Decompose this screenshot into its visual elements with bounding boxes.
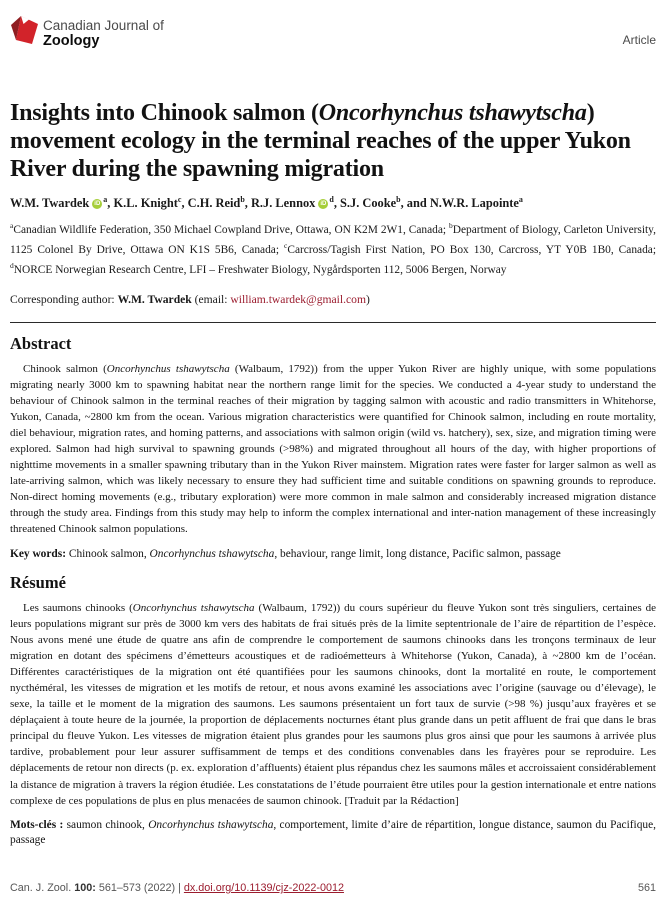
- motscles-pre: saumon chinook,: [63, 818, 149, 831]
- affiliation-text: Department of Biology, Carleton University, 1125 Colonel By Drive, Ottawa ON K1S 5B6, Canada;: [10, 223, 656, 256]
- journal-name-line2: Zoology: [43, 33, 100, 49]
- resume-text-pre: Les saumons chinooks (: [23, 601, 133, 614]
- author-affil-sup: a: [103, 195, 108, 204]
- orcid-icon[interactable]: iD: [94, 201, 101, 208]
- email-link[interactable]: william.twardek@gmail.com: [230, 292, 366, 306]
- article-type-label: Article: [622, 33, 656, 47]
- author-affil-sup: b: [396, 195, 401, 204]
- affiliations: [10, 218, 656, 277]
- affiliation-sup: d: [10, 260, 14, 270]
- resume-text-post: (Walbaum, 1792)) du cours supérieur du fleuve Yukon sont très singuliers, certaines de leurs populations migrant sur près de 3000 km vers des habitats de frai situés près de la limite septentrionale de l’aire de répartition de l’espèce. Nous avons mené une étude de quatre ans afin de comprendre le comportement de saumons chinooks dans les tronçons terminaux de leur migration en dotant des spécimens d’émetteurs acoustiques et de radioémetteurs à Whitehorse (Yukon, Canada), à ~2800 km de l’océan. Différentes caractéristiques de la migration ont été quantifiées pour les saumons chinooks, dont la mortalité en route, le comportement nycthéméral, les vitesses de migration et les motifs de retour, et nous avons examiné les associations avec l’origine (sauvage ou d’élevage), le sexe, la taille et le moment de la migration des saumons. Les saumons présentaient un fort taux de survie (>98 %) jusqu’aux frayères et se déplaçaient à toute heure de la journée, la proportion de déplacements nocturnes étant plus grande dans un petit affluent de frai que dans le bras principal du fleuve Yukon. Les vitesses de migration étaient plus grandes pour les saumons plus gros ainsi que pour les saumons à arrivée plus tardive, probablement pour leur assurer suffisamment de temps et des conditions convenables dans les frayères pour se reproduire. Les déplacements de retour non directs (p. ex. exploration d’affluents) étaient plus répandus chez les saumons mâles et accroissaient considérablement la distance de migration à travers la région étudiée. Les constatations de l’étude pourraient être utiles pour la gestion internationale et entre nations complexe de ces populations de plus en plus menacées de saumon chinook. [Traduit par la Rédaction]: [10, 601, 657, 807]
- keywords-species-italic: Oncorhynchus tshawytscha: [149, 547, 275, 560]
- keywords-label: Key words:: [10, 547, 66, 560]
- author-affil-sup: a: [518, 195, 523, 204]
- author-separator: ,: [107, 196, 114, 211]
- citation-mid: 561–573 (2022) |: [95, 882, 184, 894]
- citation-line: [10, 882, 344, 894]
- doi-link[interactable]: dx.doi.org/10.1139/cjz-2022-0012: [183, 882, 344, 894]
- author-name: N.W.R. Lapointe: [429, 196, 519, 211]
- motscles-species-italic: Oncorhynchus tshawytscha: [148, 818, 274, 831]
- corresponding-label: Corresponding author:: [10, 292, 118, 306]
- journal-brand: [10, 12, 164, 49]
- affiliation-text: Canadian Wildlife Federation, 350 Michael Cowpland Drive, Ottawa, ON K2M 2W1, Canada;: [13, 223, 449, 236]
- orcid-icon[interactable]: iD: [320, 201, 327, 208]
- author-affil-sup: c: [177, 195, 182, 204]
- maple-leaf-logo-icon: [10, 13, 40, 49]
- abstract-paragraph: [10, 361, 656, 538]
- author-separator: ,: [333, 196, 341, 211]
- journal-header: [10, 12, 656, 49]
- author-name: S.J. Cooke: [340, 196, 397, 211]
- affiliation-text: NORCE Norwegian Research Centre, LFI – Freshwater Biology, Nygårdsporten 112, 5006 Bergen, Norway: [13, 263, 507, 276]
- author-affil-sup: d: [329, 195, 334, 204]
- affiliation-text: Carcross/Tagish First Nation, PO Box 130, Carcross, YT Y0B 1B0, Canada;: [287, 243, 657, 256]
- citation-volume: 100:: [74, 882, 96, 894]
- journal-name: [43, 12, 164, 49]
- citation-pre: Can. J. Zool.: [10, 882, 75, 894]
- corresponding-name: W.M. Twardek: [117, 292, 192, 306]
- section-divider: [10, 322, 656, 323]
- corresponding-post-email: ): [366, 292, 370, 306]
- affiliation-sup: c: [284, 240, 288, 250]
- resume-heading: Résumé: [10, 572, 66, 592]
- author-name: C.H. Reid: [187, 196, 241, 211]
- authors-line: [10, 195, 656, 211]
- author-name: K.L. Knight: [113, 196, 178, 211]
- author-affil-sup: b: [240, 195, 245, 204]
- keywords-post: , behaviour, range limit, long distance, Pacific salmon, passage: [274, 547, 561, 560]
- affiliation-sup: b: [449, 221, 453, 231]
- journal-name-line1: Canadian Journal of: [43, 18, 164, 33]
- article-title: [10, 99, 656, 183]
- author-name: W.M. Twardek: [10, 196, 90, 211]
- affiliation-sup: a: [10, 221, 14, 231]
- page-number: 561: [637, 882, 656, 894]
- keywords-line: [10, 547, 656, 562]
- motscles-line: [10, 818, 656, 848]
- title-species-italic: Oncorhynchus tshawytscha: [318, 100, 587, 126]
- author-separator: , and: [400, 196, 430, 211]
- page-footer: [10, 882, 656, 894]
- motscles-label: Mots-clés :: [10, 818, 64, 831]
- abstract-species-italic: Oncorhynchus tshawytscha: [106, 362, 230, 375]
- abstract-heading: Abstract: [10, 333, 72, 353]
- corresponding-pre-email: (email:: [191, 292, 231, 306]
- title-part1: Insights into Chinook salmon (: [10, 100, 319, 126]
- motscles-post: , comportement, limite d’aire de répartition, longue distance, saumon du Pacifique, passage: [10, 818, 656, 846]
- author-separator: ,: [181, 196, 188, 211]
- title-part2: ) movement ecology in the terminal reaches of the upper Yukon River during the spawning migration: [10, 100, 631, 182]
- resume-species-italic: Oncorhynchus tshawytscha: [132, 601, 255, 614]
- resume-paragraph: [10, 600, 656, 809]
- abstract-text-post: (Walbaum, 1792)) from the upper Yukon River are highly unique, with some populations migrating nearly 3000 km to spawning habitat near the northern range limit for the species. We conducted a 4-year study to understand the behaviour of Chinook salmon in the terminal reaches of their migration by tagging salmon with acoustic and radio transmitters in Whitehorse, Yukon, Canada, ~2800 km from the ocean. Various migration characteristics were quantified for Chinook salmon, including en route mortality, diel behaviour, migration rates, and homing patterns, and associations with salmon origin (wild vs. hatchery), sex, size, and migration timing were explored. Salmon had high survival to spawning grounds (>98%) and migrated throughout all hours of the day, with higher proportions of nighttime movements in a smaller spawning tributary than in the Yukon River mainstem. Migration rates were faster for larger salmon as well as late-arriving salmon, which was likely necessary to ensure they had sufficient time and suitable conditions on spawning grounds to reproduce. Non-direct homing movements (e.g., tributary exploration) were more common in male salmon and considerably increased migration distance through the study area. Findings from this study may help to inform the complex international and inter-nation management of these increasingly threatened Chinook salmon populations.: [10, 362, 656, 536]
- author-name: R.J. Lennox: [250, 196, 316, 211]
- keywords-pre: Chinook salmon,: [66, 547, 150, 560]
- author-separator: ,: [244, 196, 251, 211]
- corresponding-author-line: [10, 293, 656, 306]
- abstract-text-pre: Chinook salmon (: [23, 362, 107, 375]
